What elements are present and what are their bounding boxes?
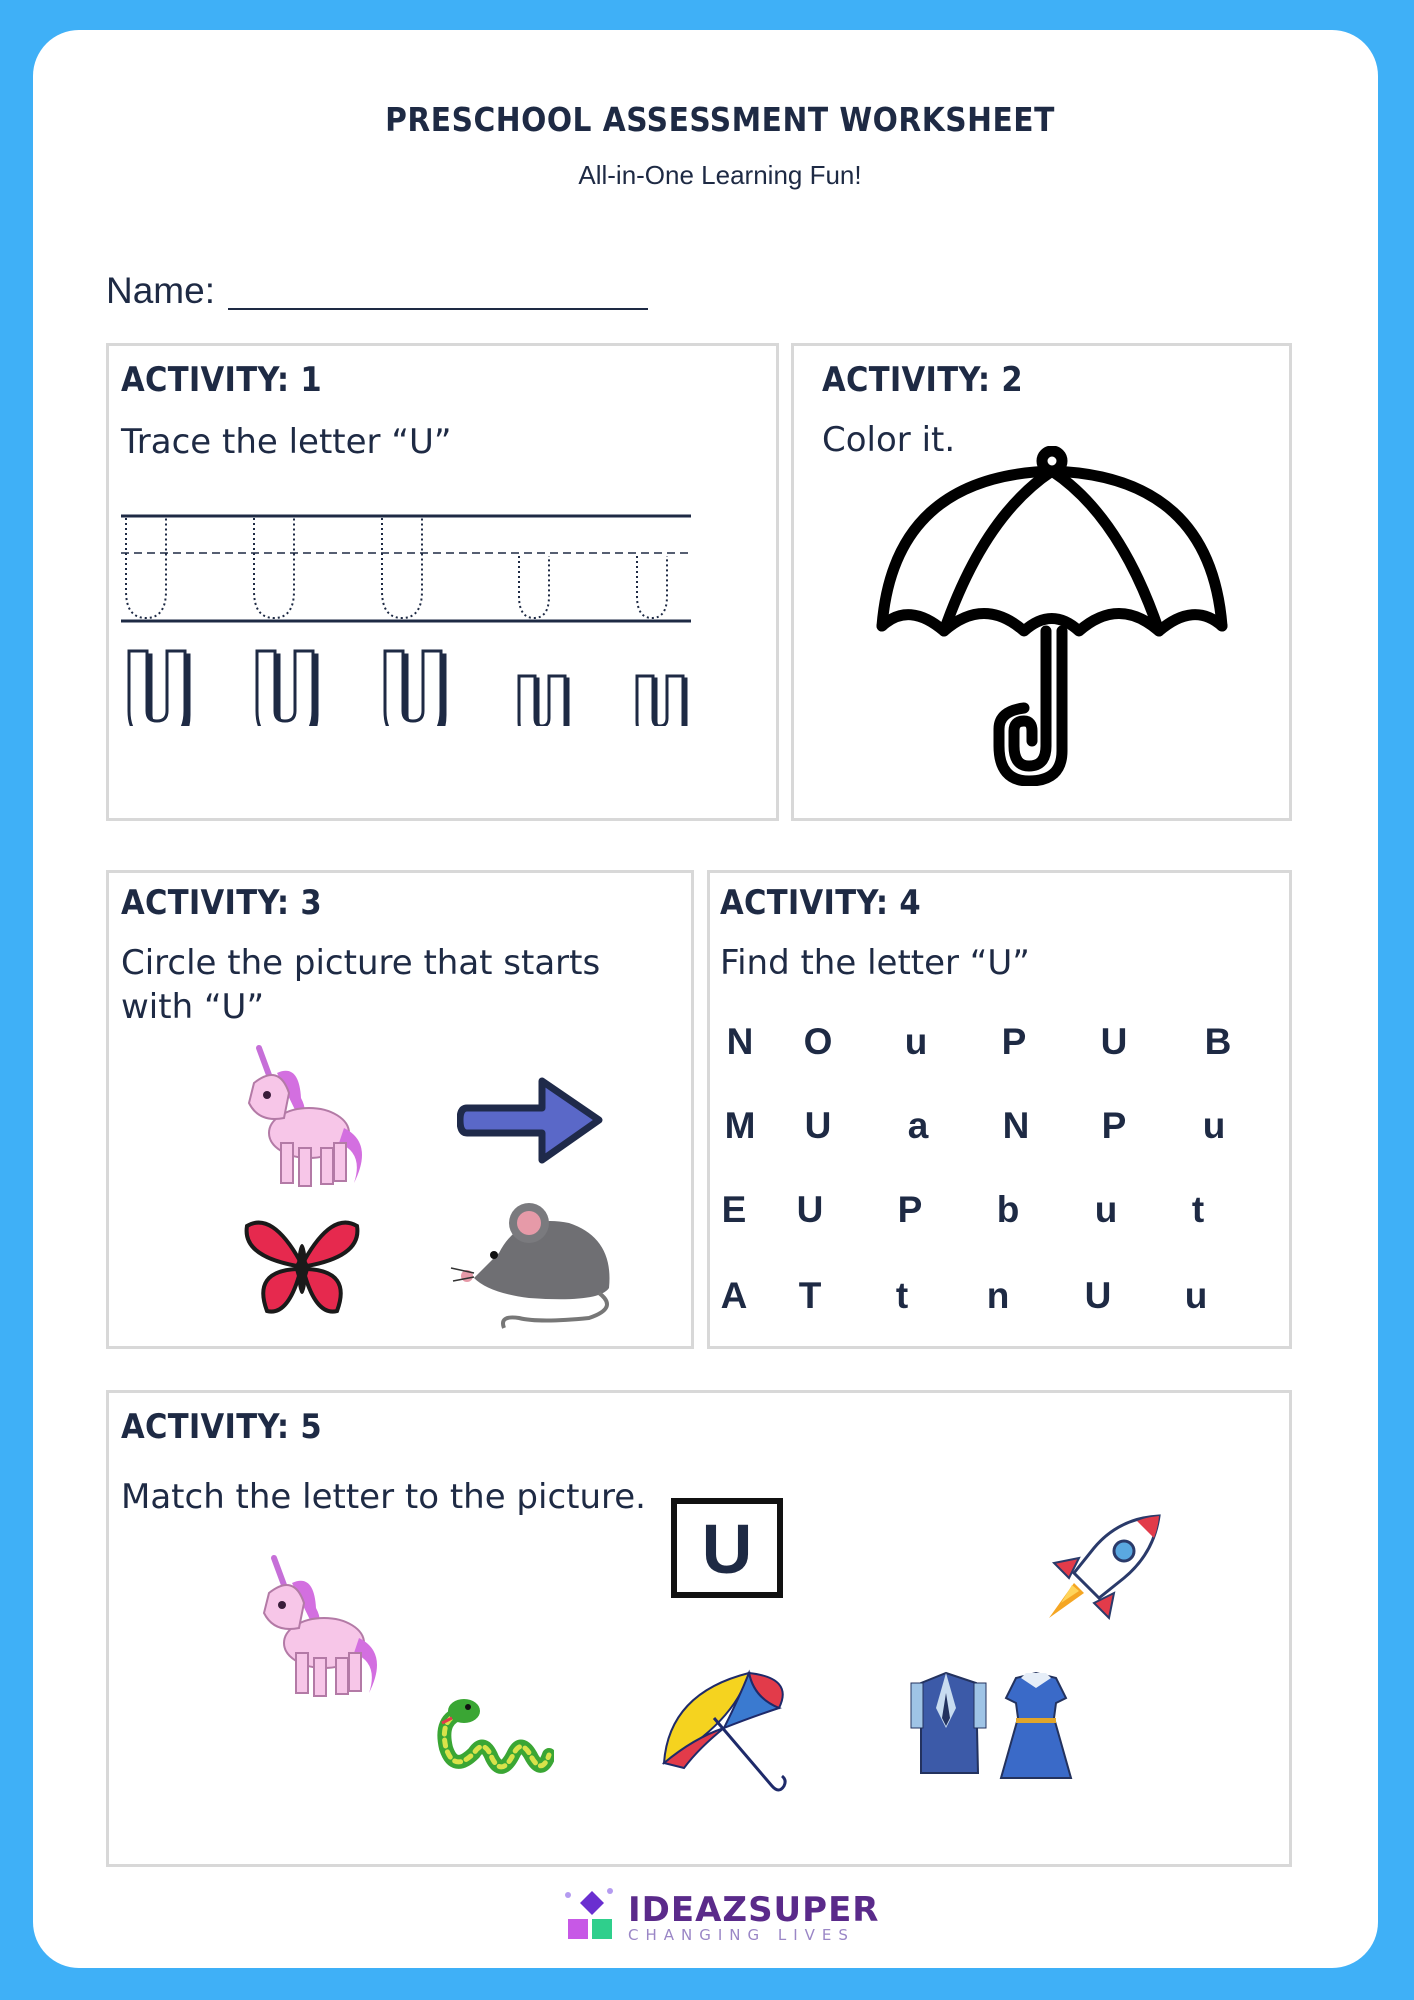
grid-letter[interactable]: t	[1191, 1189, 1205, 1230]
grid-letter[interactable]: t	[895, 1275, 909, 1316]
grid-letter[interactable]: M	[724, 1105, 756, 1146]
grid-letter[interactable]: B	[1204, 1021, 1232, 1062]
grid-letter[interactable]: P	[897, 1189, 923, 1230]
grid-letter[interactable]: E	[721, 1189, 747, 1230]
brand-name: IDEAZSUPER	[628, 1890, 880, 1930]
grid-letter[interactable]: N	[726, 1021, 754, 1062]
activity-4-title: ACTIVITY: 4	[720, 883, 921, 923]
grid-letter[interactable]: u	[1202, 1105, 1226, 1146]
activity-1-title: ACTIVITY: 1	[121, 360, 322, 400]
snake-icon[interactable]	[434, 1693, 554, 1783]
name-label: Name:	[106, 270, 215, 311]
activity-2-box	[791, 343, 1292, 821]
grid-letter[interactable]: u	[904, 1021, 928, 1062]
letter-card[interactable]	[671, 1498, 783, 1598]
unicorn-icon[interactable]	[244, 1553, 389, 1703]
activity-3-instruction: Circle the picture that starts with “U”	[121, 943, 601, 1027]
rocket-icon[interactable]	[1039, 1513, 1164, 1628]
grid-letter[interactable]: U	[804, 1105, 832, 1146]
activity-5-title: ACTIVITY: 5	[121, 1407, 322, 1447]
activity-5-instruction: Match the letter to the picture.	[121, 1477, 646, 1517]
name-field-line[interactable]	[228, 308, 648, 310]
grid-letter[interactable]: a	[907, 1105, 929, 1146]
grid-letter[interactable]: U	[796, 1189, 824, 1230]
brand-tagline: CHANGING LIVES	[628, 1926, 855, 1944]
trace-lines[interactable]	[109, 496, 776, 726]
activity-3-box	[106, 870, 694, 1349]
activity-1-box	[106, 343, 779, 821]
match-letter: U	[701, 1510, 753, 1588]
activity-2-title: ACTIVITY: 2	[822, 360, 1023, 400]
grid-letter[interactable]: A	[720, 1275, 748, 1316]
umbrella-outline-icon[interactable]	[874, 446, 1234, 786]
activity-4-box	[707, 870, 1292, 1349]
mouse-icon[interactable]	[449, 1193, 624, 1333]
grid-letter[interactable]: u	[1184, 1275, 1208, 1316]
activity-5-box	[106, 1390, 1292, 1867]
activity-1-instruction: Trace the letter “U”	[121, 422, 452, 462]
grid-letter[interactable]: T	[798, 1275, 822, 1316]
page-title: PRESCHOOL ASSESSMENT WORKSHEET	[385, 100, 1055, 139]
grid-letter[interactable]: P	[1101, 1105, 1127, 1146]
grid-letter[interactable]: b	[996, 1189, 1020, 1230]
brand-logo-icon	[560, 1883, 622, 1943]
grid-letter[interactable]: n	[986, 1275, 1010, 1316]
activity-2-instruction: Color it.	[822, 420, 956, 460]
arrow-icon[interactable]	[457, 1073, 607, 1168]
unicorn-icon[interactable]	[229, 1043, 374, 1193]
grid-letter[interactable]: u	[1094, 1189, 1118, 1230]
activity-3-title: ACTIVITY: 3	[121, 883, 322, 923]
grid-letter[interactable]: N	[1002, 1105, 1030, 1146]
grid-letter[interactable]: O	[803, 1021, 833, 1062]
grid-letter[interactable]: U	[1084, 1275, 1112, 1316]
uniform-icon[interactable]	[906, 1668, 1076, 1783]
grid-letter[interactable]: U	[1100, 1021, 1128, 1062]
umbrella-icon[interactable]	[654, 1668, 799, 1798]
butterfly-icon[interactable]	[242, 1211, 362, 1321]
activity-4-instruction: Find the letter “U”	[720, 943, 1030, 983]
page-subtitle: All-in-One Learning Fun!	[578, 160, 862, 190]
grid-letter[interactable]: P	[1001, 1021, 1027, 1062]
